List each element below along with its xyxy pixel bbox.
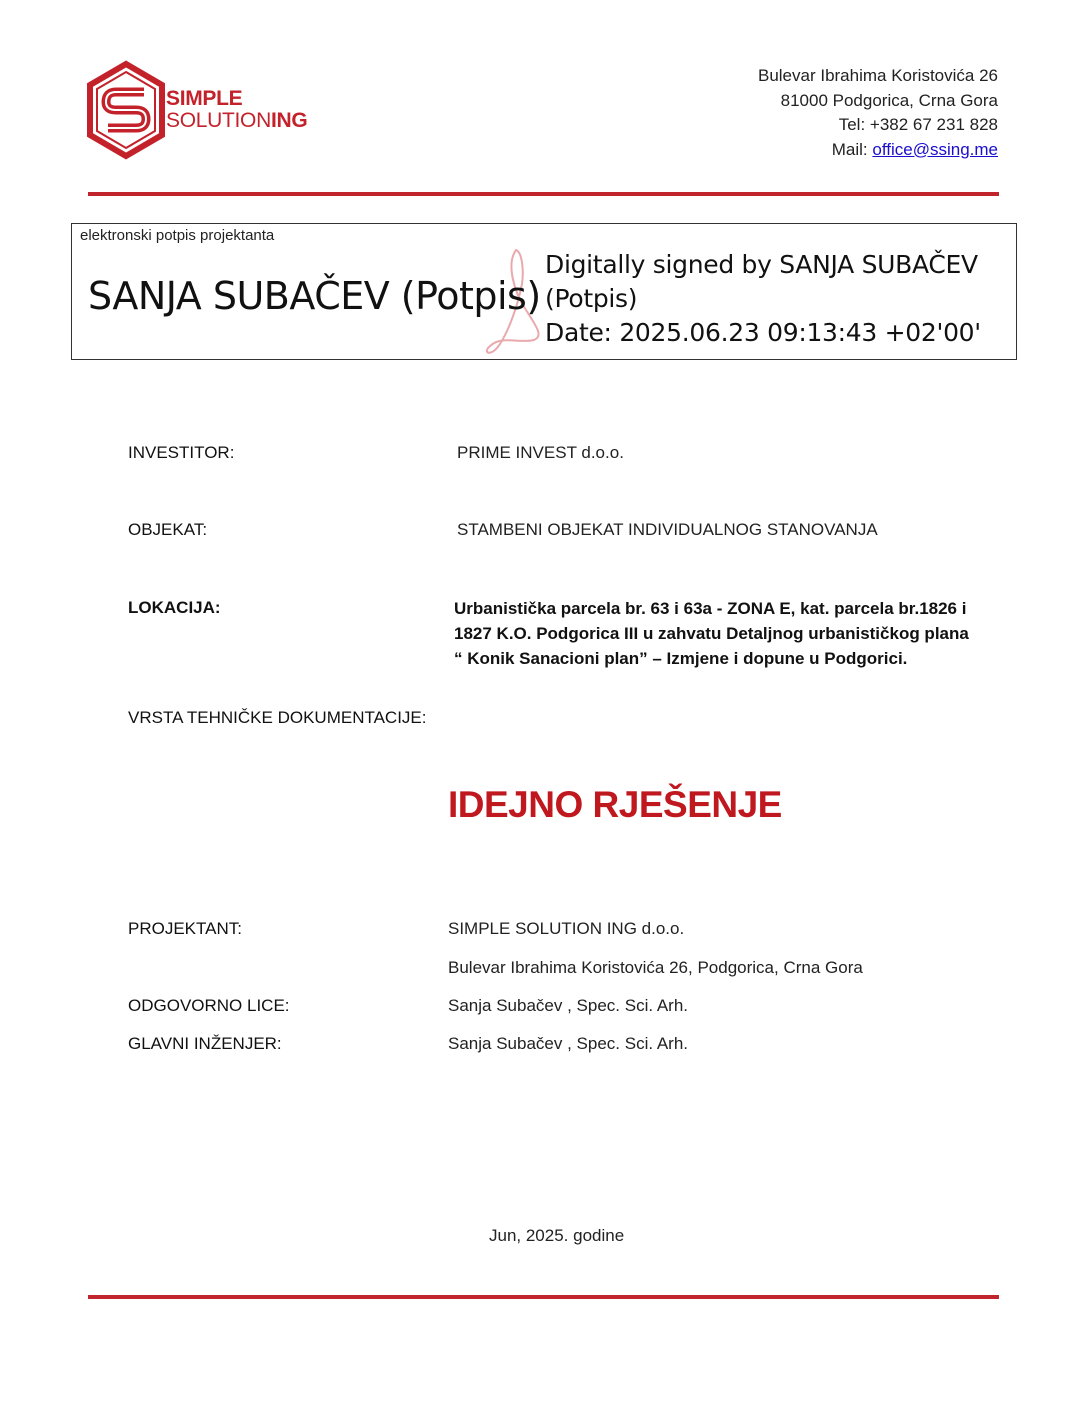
investitor-value: PRIME INVEST d.o.o. xyxy=(457,443,624,462)
document-type-title: IDEJNO RJEŠENJE xyxy=(448,784,782,825)
vrsta-label: VRSTA TEHNIČKE DOKUMENTACIJE: xyxy=(128,708,427,727)
company-address xyxy=(758,64,998,162)
mail-link[interactable]: office@ssing.me xyxy=(872,139,998,159)
lokacija-line-2: 1827 K.O. Podgorica III u zahvatu Detaljnog urbanističkog plana xyxy=(454,624,969,643)
investitor-label: INVESTITOR: xyxy=(128,443,235,462)
signature-line-1: Digitally signed by SANJA SUBAČEV xyxy=(545,250,978,279)
signature-line-2: (Potpis) xyxy=(545,284,638,313)
lokacija-value xyxy=(454,596,984,671)
logo-line-2: SOLUTIONING xyxy=(166,109,308,132)
objekat-label: OBJEKAT: xyxy=(128,520,208,539)
logo-line-1: SIMPLE xyxy=(166,87,243,110)
glavni-inzenjer-value: Sanja Subačev , Spec. Sci. Arh. xyxy=(448,1034,689,1053)
projektant-label: PROJEKTANT: xyxy=(128,919,242,938)
odgovorno-lice-label: ODGOVORNO LICE: xyxy=(128,996,290,1015)
lokacija-label: LOKACIJA: xyxy=(128,598,221,617)
footer-divider xyxy=(88,1295,999,1299)
address-city: 81000 Podgorica, Crna Gora xyxy=(780,90,998,110)
odgovorno-lice-value: Sanja Subačev , Spec. Sci. Arh. xyxy=(448,996,689,1015)
lokacija-line-1: Urbanistička parcela br. 63 i 63a - ZONA E, kat. parcela br.1826 i xyxy=(454,599,967,618)
address-phone: Tel: +382 67 231 828 xyxy=(838,115,998,134)
address-street: Bulevar Ibrahima Koristovića 26 xyxy=(757,66,998,85)
signer-name: SANJA SUBAČEV (Potpis) xyxy=(88,274,541,318)
signature-caption: elektronski potpis projektanta xyxy=(80,227,275,244)
projektant-value: SIMPLE SOLUTION ING d.o.o. xyxy=(448,919,685,938)
signature-details xyxy=(545,248,981,350)
objekat-value: STAMBENI OBJEKAT INDIVIDUALNOG STANOVANJA xyxy=(457,520,878,539)
glavni-inzenjer-label: GLAVNI INŽENJER: xyxy=(128,1034,282,1053)
lokacija-line-3: “ Konik Sanacioni plan” – Izmjene i dopune u Podgorici. xyxy=(454,649,908,668)
document-date: Jun, 2025. godine xyxy=(489,1226,625,1245)
header-divider xyxy=(88,192,999,196)
signature-date: Date: 2025.06.23 09:13:43 +02'00' xyxy=(545,318,981,347)
company-logo-text xyxy=(166,88,307,132)
address-mail: Mail: office@ssing.me xyxy=(831,139,998,159)
projektant-address: Bulevar Ibrahima Koristovića 26, Podgorica, Crna Gora xyxy=(448,958,863,977)
